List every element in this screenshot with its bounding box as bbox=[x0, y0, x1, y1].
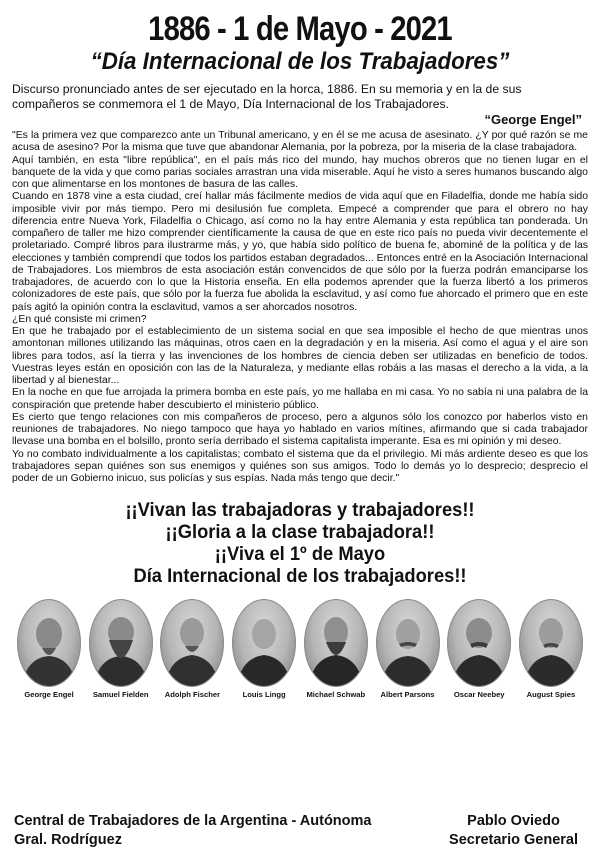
portrait-name: Louis Lingg bbox=[242, 690, 286, 700]
speech-paragraph: En la noche en que fue arrojada la primera bomba en este país, yo me hallaba en mi casa. Yo no sabía ni una palabra de la conspiración que pretende haber descubierto el ministerio público. bbox=[12, 387, 588, 411]
portrait-card bbox=[375, 599, 441, 700]
portrait-photo bbox=[519, 599, 583, 687]
slogan-line: ¡¡Gloria a la clase trabajadora!! bbox=[165, 521, 435, 544]
portrait-photo bbox=[304, 599, 368, 687]
portrait-card bbox=[231, 599, 297, 700]
portrait-photo bbox=[447, 599, 511, 687]
portrait-name: Albert Parsons bbox=[380, 690, 435, 700]
portrait-name: Adolph Fischer bbox=[164, 690, 221, 700]
signature-block bbox=[449, 812, 578, 850]
slogans-block bbox=[12, 499, 588, 587]
speech-paragraph: Aquí también, en esta "libre república", en el país más rico del mundo, hay muchos obreros que no tienen lugar en el banquete de la vida y que como parias sociales arrastran una vida miserable. Aquí he visto a seres humanos buscando algo con que alimentarse en los montones de basura de las calles. bbox=[12, 154, 588, 190]
organization-location: Gral. Rodríguez bbox=[14, 832, 122, 848]
portrait-photo bbox=[232, 599, 296, 687]
signer-role: Secretario General bbox=[449, 832, 578, 848]
portrait-name: Oscar Neebey bbox=[453, 690, 505, 700]
speech-paragraph: Cuando en 1878 vine a esta ciudad, creí hallar más fácilmente medios de vida aquí que en Filadelfia, donde me había sido imposible vivir por más tiempo. Pero mi desilusión fue completa. Empecé a comprender que para el obrero no hay diferencia entre Nueva York, Filadelfia o Chicago, así como no la hay entre Alemania y esta república tan ponderada. Un compañero de taller me hizo comprender científicamente la causa de que en este rico país no pueda vivir decentemente el proletariado. Compré libros para ilustrarme más, y yo, que había sido político de buena fe, abominé de la política y de las elecciones y también comprendí que todos los partidos estaban degradados... Entonces entré en la Asociación Internacional de Trabajadores. Los miembros de esta asociación están convencidos de que sólo por la fuerza podrán emanciparse los trabajadores, de acuerdo con lo que la Historia enseña. En ella podemos aprender que la fuerza libertó a los primeros colonizadores de este país, que sólo por la fuerza fue abolida la esclavitud, y así como fue ahorcado el primero que en este país agitó la opinión contra la esclavitud, vamos a ser ahorcados nosotros. bbox=[12, 191, 588, 313]
portrait-name: August Spies bbox=[526, 690, 576, 700]
speech-paragraph: Es cierto que tengo relaciones con mis compañeros de proceso, pero a algunos sólo los conozco por haberlos visto en reuniones de trabajadores. No niego tampoco que haya yo hablado en varios mítines, afirmando que si cada trabajador llevase una bomba en el bolsillo, pronto sería derribado el sistema capitalista imperante. Esa es mi opinión y mi deseo. bbox=[12, 411, 588, 448]
slogan-line: Día Internacional de los trabajadores!! bbox=[133, 565, 467, 588]
intro-paragraph: Discurso pronunciado antes de ser ejecutado en la horca, 1886. En su memoria y en la de sus compañeros se conmemora el 1 de Mayo, Día Internacional de los Trabajadores. bbox=[12, 82, 522, 111]
organization-name: Central de Trabajadores de la Argentina - Autónoma bbox=[14, 813, 372, 829]
portrait-name: Michael Schwab bbox=[306, 690, 366, 700]
footer bbox=[14, 812, 578, 850]
portrait-row bbox=[12, 599, 588, 700]
speech-paragraph: En que he trabajado por el establecimiento de un sistema social en que sea imposible el hecho de que mientras unos amontonan millones utilizando las máquinas, otros caen en la degradación y en la miseria. Así como el agua y el aire son libres para todos, así la tierra y las invenciones de los hombres de ciencia deben ser utilizadas en beneficio de todos. Vuestras leyes están en oposición con las de la Naturaleza, y mediante ellas robáis a las masas el derecho a la vida, a la libertad y al bienestar... bbox=[12, 326, 588, 386]
speech-paragraph: Yo no combato individualmente a los capitalistas; combato el sistema que da el privilegio. Mi más ardiente deseo es que los trabajadores sepan quiénes son sus enemigos y quiénes son sus amigos. Todo lo demás yo lo desprecio; desprecio el poder de un Gobierno inicuo, sus policías y sus espías. Nada más tengo que decir." bbox=[12, 448, 588, 484]
portrait-name: Samuel Fielden bbox=[92, 690, 149, 700]
portrait-card bbox=[88, 599, 154, 700]
signer-name: Pablo Oviedo bbox=[467, 813, 560, 829]
page-title: 1886 - 1 de Mayo - 2021 bbox=[148, 10, 452, 48]
portrait-photo bbox=[376, 599, 440, 687]
speech-author: “George Engel” bbox=[484, 112, 582, 127]
speech-text bbox=[12, 130, 588, 485]
page-subtitle: “Día Internacional de los Trabajadores” bbox=[90, 48, 510, 75]
slogan-line: ¡¡Viva el 1º de Mayo bbox=[214, 543, 386, 566]
portrait-card bbox=[446, 599, 512, 700]
portrait-card bbox=[303, 599, 369, 700]
portrait-photo bbox=[17, 599, 81, 687]
portrait-name: George Engel bbox=[24, 690, 74, 700]
organization-block bbox=[14, 812, 371, 850]
portrait-photo bbox=[160, 599, 224, 687]
portrait-card bbox=[16, 599, 82, 700]
portrait-card bbox=[159, 599, 225, 700]
portrait-card bbox=[518, 599, 584, 700]
speech-paragraph: ¿En qué consiste mi crimen? bbox=[12, 313, 147, 325]
speech-paragraph: "Es la primera vez que comparezco ante un Tribunal americano, y en él se me acusa de asesinato. ¿Y por qué razón se me acusa de asesino? Por la misma que tuve que abandonar Alemania, por la pobreza, por la miseria de la clase trabajadora. bbox=[12, 130, 588, 154]
slogan-line: ¡¡Vivan las trabajadoras y trabajadores!! bbox=[125, 499, 475, 522]
portrait-photo bbox=[89, 599, 153, 687]
